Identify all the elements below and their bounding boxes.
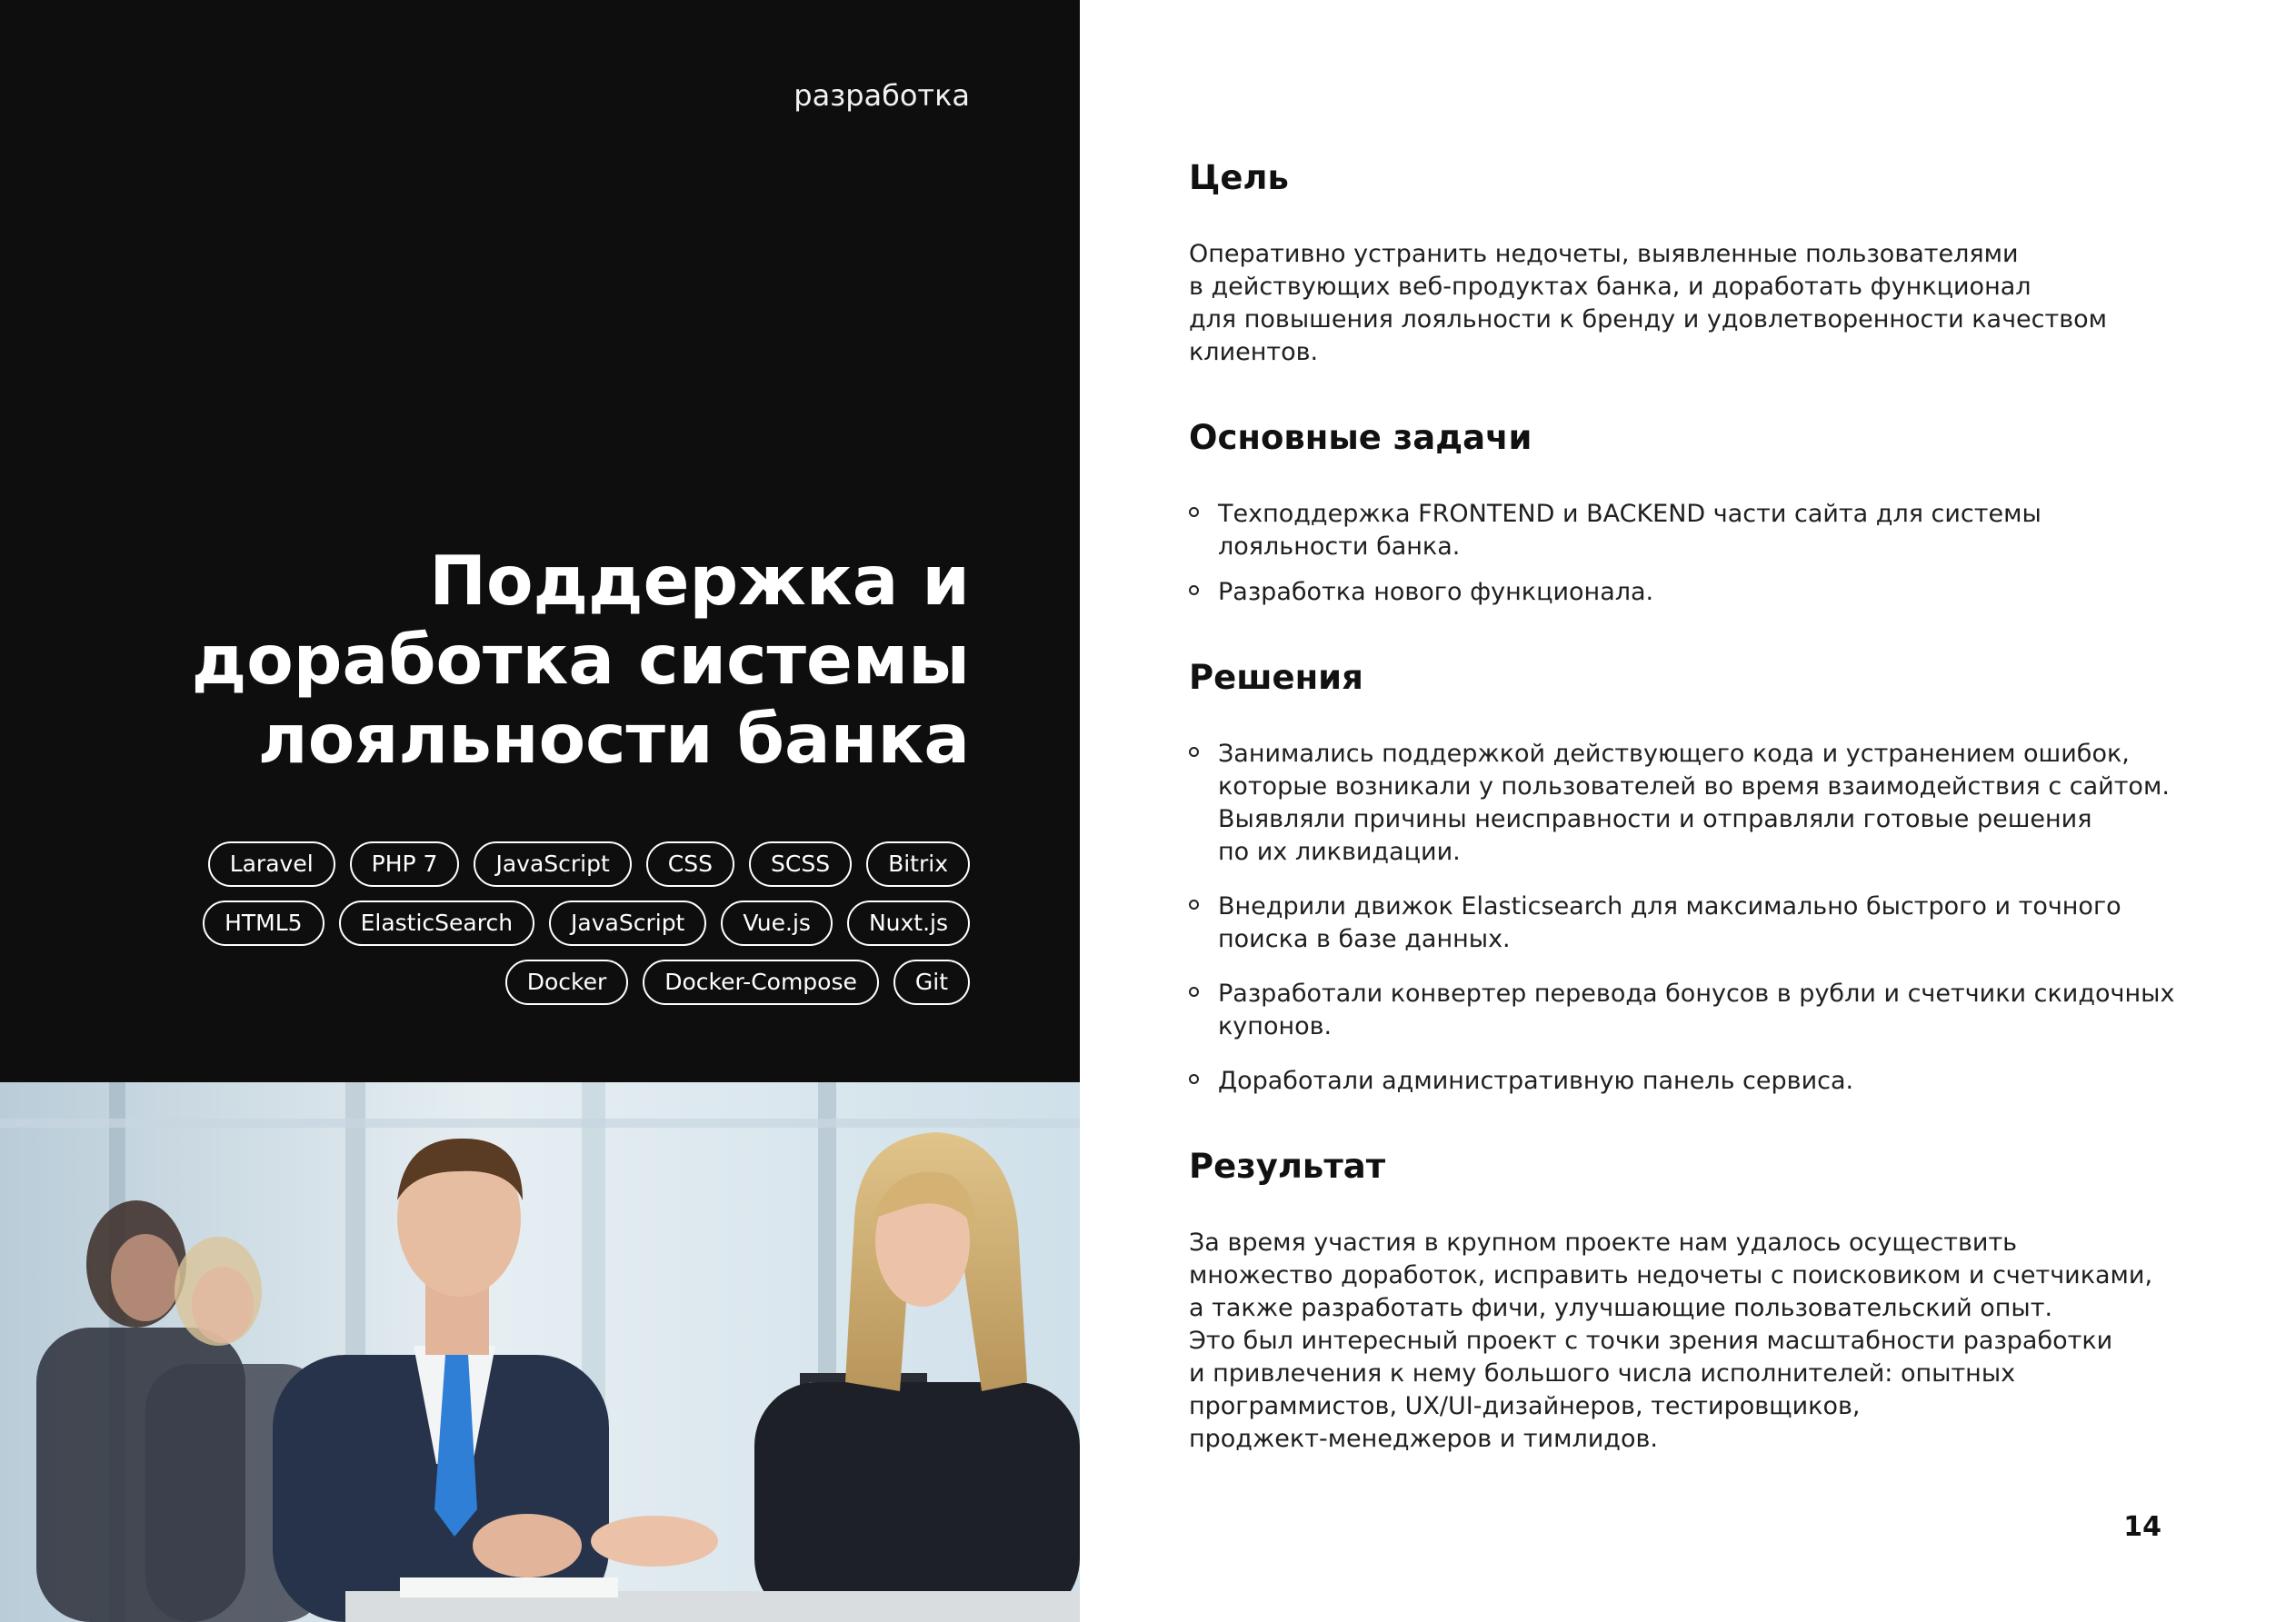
list-item-line: Занимались поддержкой действующего кода и устранением ошибок, xyxy=(1218,740,2130,768)
result-line: программистов, UX/UI-дизайнеров, тестировщиков, xyxy=(1189,1392,1861,1420)
list-item-line: лояльности банка. xyxy=(1218,532,1461,561)
tag-javascript: JavaScript xyxy=(474,841,631,887)
bullet-circle-icon xyxy=(1189,1074,1199,1084)
tag-javascript-2: JavaScript xyxy=(549,901,706,946)
bullet-circle-icon xyxy=(1189,747,1199,757)
category-label: разработка xyxy=(794,78,970,113)
list-item xyxy=(1189,891,2216,956)
tech-tags xyxy=(152,841,970,1005)
bullet-circle-icon xyxy=(1189,900,1199,910)
goal-line: в действующих веб-продуктах банка, и доработать функционал xyxy=(1189,273,2031,301)
solutions-list xyxy=(1189,738,2216,1098)
bullet-circle-icon xyxy=(1189,507,1199,517)
result-line: проджект-менеджеров и тимлидов. xyxy=(1189,1425,1658,1453)
page-number: 14 xyxy=(2123,1511,2161,1543)
list-item xyxy=(1189,576,2216,609)
tag-docker: Docker xyxy=(505,960,629,1005)
list-item-line: Техподдержка FRONTEND и BACKEND части сайта для системы xyxy=(1218,500,2041,528)
result-line: и привлечения к нему большого числа исполнителей: опытных xyxy=(1189,1359,2016,1388)
goal-heading: Цель xyxy=(1189,158,1289,197)
title-line: доработка системы xyxy=(191,620,970,700)
tag-bitrix: Bitrix xyxy=(866,841,970,887)
list-item-line: Выявляли причины неисправности и отправляли готовые решения xyxy=(1218,805,2092,833)
list-item-line: которые возникали у пользователей во время взаимодействия с сайтом. xyxy=(1218,772,2170,801)
goal-line: клиентов. xyxy=(1189,338,1319,366)
page-title xyxy=(61,542,970,779)
tag-php7: PHP 7 xyxy=(350,841,460,887)
list-item-line: Внедрили движок Elasticsearch для максимально быстрого и точного xyxy=(1218,892,2121,920)
goal-line: Оперативно устранить недочеты, выявленные пользователями xyxy=(1189,240,2019,268)
solutions-heading: Решения xyxy=(1189,658,1363,697)
tag-laravel: Laravel xyxy=(208,841,335,887)
list-item-line: по их ликвидации. xyxy=(1218,838,1461,866)
left-panel xyxy=(0,0,1080,1622)
bullet-circle-icon xyxy=(1189,987,1199,997)
right-content xyxy=(1189,0,2216,1622)
tag-elasticsearch: ElasticSearch xyxy=(339,901,534,946)
office-illustration xyxy=(0,1082,1080,1622)
result-line: а также разработать фичи, улучшающие пользовательский опыт. xyxy=(1189,1294,2053,1322)
tag-scss: SCSS xyxy=(749,841,852,887)
title-line: Поддержка и xyxy=(429,541,970,621)
list-item-line: Разработали конвертер перевода бонусов в рубли и счетчики скидочных xyxy=(1218,980,2175,1008)
list-item xyxy=(1189,1065,2216,1098)
list-item xyxy=(1189,738,2216,869)
tag-vuejs: Vue.js xyxy=(721,901,833,946)
result-line: За время участия в крупном проекте нам удалось осуществить xyxy=(1189,1229,2018,1257)
tasks-heading: Основные задачи xyxy=(1189,418,1532,457)
list-item xyxy=(1189,978,2216,1043)
goal-line: для повышения лояльности к бренду и удовлетворенности качеством xyxy=(1189,305,2108,333)
tasks-list xyxy=(1189,498,2216,609)
list-item xyxy=(1189,498,2216,563)
result-line: множество доработок, исправить недочеты с поисковиком и счетчиками, xyxy=(1189,1261,2153,1289)
result-text xyxy=(1189,1227,2189,1456)
title-line: лояльности банка xyxy=(257,699,970,779)
tag-html5: HTML5 xyxy=(203,901,324,946)
office-photo xyxy=(0,1082,1080,1622)
bullet-circle-icon xyxy=(1189,585,1199,595)
result-line: Это был интересный проект с точки зрения масштабности разработки xyxy=(1189,1327,2113,1355)
list-item-line: купонов. xyxy=(1218,1012,1333,1040)
tag-nuxtjs: Nuxt.js xyxy=(847,901,970,946)
list-item-line: Разработка нового функционала. xyxy=(1218,578,1654,606)
list-item-line: поиска в базе данных. xyxy=(1218,925,1511,953)
result-heading: Результат xyxy=(1189,1147,1386,1186)
tag-git: Git xyxy=(893,960,970,1005)
goal-text xyxy=(1189,238,2189,369)
tag-docker-compose: Docker-Compose xyxy=(643,960,879,1005)
tag-css: CSS xyxy=(646,841,734,887)
list-item-line: Доработали административную панель сервиса. xyxy=(1218,1067,1854,1095)
